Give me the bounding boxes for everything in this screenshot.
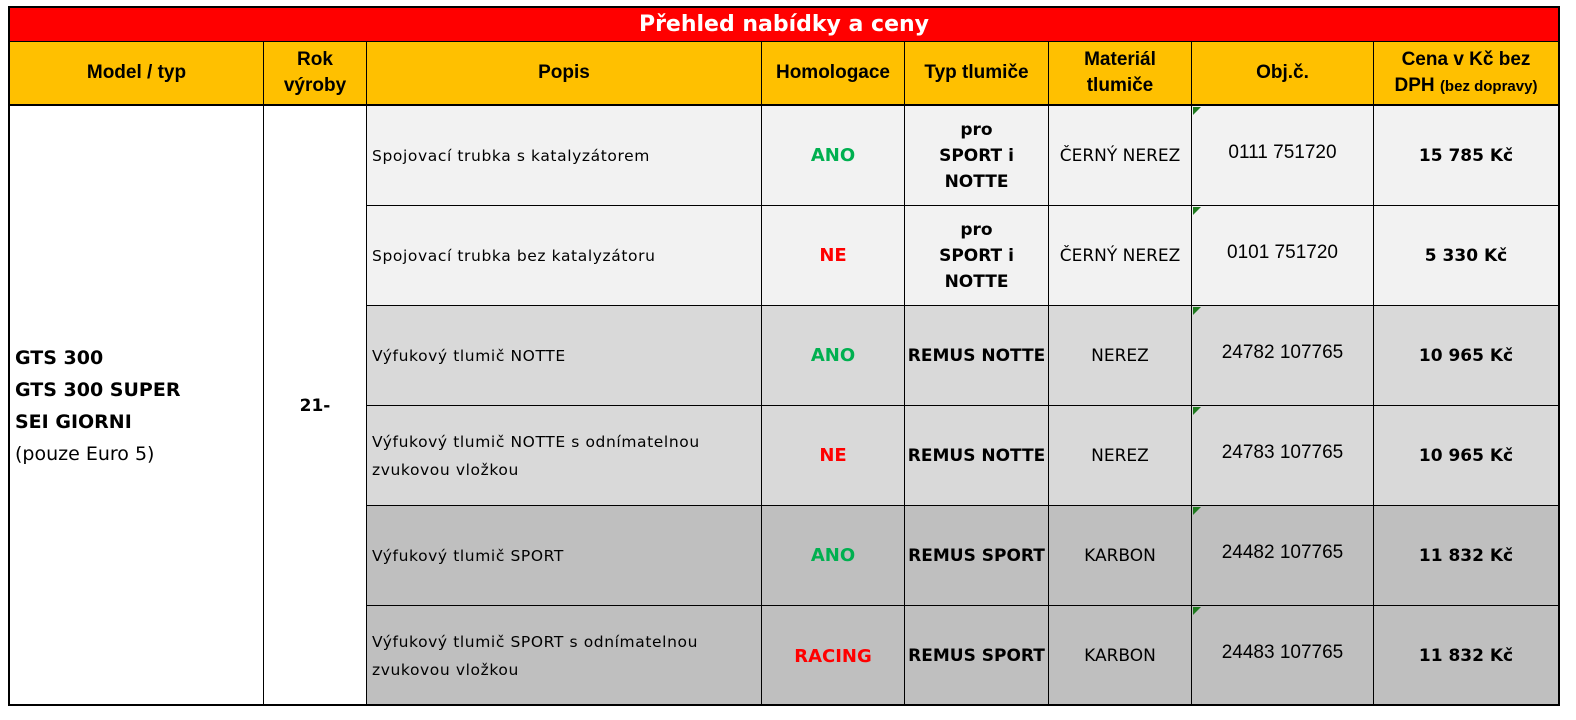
material-value: KARBON: [1084, 545, 1156, 566]
header-rok: [264, 42, 367, 106]
row-price: [1374, 106, 1558, 206]
header-material-line2: tlumiče: [1086, 75, 1154, 96]
typ-line1: REMUS NOTTE: [907, 445, 1046, 466]
row-obj: [1192, 206, 1374, 306]
row-homologace: [762, 206, 905, 306]
price-value: 5 330 Kč: [1424, 245, 1508, 266]
model-cell: [10, 106, 264, 706]
typ-line1: pro: [960, 119, 993, 140]
row-typ-tlumice: [905, 106, 1049, 206]
homologace-value: ANO: [810, 145, 856, 166]
typ-line2: SPORT i NOTTE: [939, 145, 1014, 192]
table-title: Přehled nabídky a ceny: [10, 8, 1558, 42]
row-material: [1049, 106, 1192, 206]
homologace-value: ANO: [810, 345, 856, 366]
homologace-value: NE: [819, 445, 847, 466]
description-line1: Spojovací trubka bez katalyzátoru: [372, 246, 656, 265]
price-value: 10 965 Kč: [1418, 345, 1514, 366]
header-rok-line2: výroby: [283, 75, 347, 96]
obj-value: 24783 107765: [1221, 441, 1344, 463]
model-line4: (pouze Euro 5): [15, 443, 155, 465]
model-line2: GTS 300 SUPER: [15, 379, 181, 401]
row-price: [1374, 406, 1558, 506]
header-typ-tlumice: [905, 42, 1049, 106]
homologace-value: NE: [819, 245, 847, 266]
price-value: 10 965 Kč: [1418, 445, 1514, 466]
row-typ-tlumice: [905, 306, 1049, 406]
header-model: [10, 42, 264, 106]
row-description: [367, 206, 762, 306]
row-description: [367, 606, 762, 706]
description-line1: Výfukový tlumič SPORT s odnímatelnou: [372, 633, 699, 651]
header-rok-line1: Rok: [297, 49, 333, 70]
row-typ-tlumice: [905, 206, 1049, 306]
year-cell: [264, 106, 367, 706]
header-obj: [1192, 42, 1374, 106]
homologace-value: RACING: [794, 645, 872, 667]
row-typ-tlumice: [905, 406, 1049, 506]
homologace-value: ANO: [810, 545, 856, 566]
price-table: [8, 6, 1560, 706]
description-line2: zvukovou vložkou: [372, 661, 519, 679]
row-obj: [1192, 306, 1374, 406]
header-model-label: Model / typ: [86, 62, 187, 83]
header-homologace-label: Homologace: [775, 62, 891, 83]
description-line1: Výfukový tlumič NOTTE s odnímatelnou: [372, 432, 700, 451]
obj-value: 0111 751720: [1228, 141, 1337, 163]
comment-indicator-icon: [1193, 207, 1201, 215]
comment-indicator-icon: [1193, 307, 1201, 315]
header-popis: [367, 42, 762, 106]
row-homologace: [762, 406, 905, 506]
header-cena-line1: Cena v Kč bez: [1401, 48, 1531, 70]
row-description: [367, 106, 762, 206]
obj-value: 24482 107765: [1221, 541, 1344, 563]
typ-line1: REMUS NOTTE: [907, 345, 1046, 366]
price-value: 11 832 Kč: [1418, 545, 1514, 566]
row-obj: [1192, 106, 1374, 206]
header-typ-label: Typ tlumiče: [924, 62, 1029, 83]
year-value: 21-: [299, 396, 331, 416]
model-line3: SEI GIORNI: [15, 411, 132, 433]
header-popis-label: Popis: [538, 62, 590, 83]
header-homologace: [762, 42, 905, 106]
header-material-line1: Materiál: [1084, 49, 1156, 70]
row-description: [367, 306, 762, 406]
row-material: [1049, 406, 1192, 506]
typ-line2: SPORT i NOTTE: [939, 245, 1014, 292]
row-obj: [1192, 406, 1374, 506]
row-material: [1049, 606, 1192, 706]
row-price: [1374, 506, 1558, 606]
row-obj: [1192, 506, 1374, 606]
row-typ-tlumice: [905, 506, 1049, 606]
row-material: [1049, 306, 1192, 406]
header-cena-line2b: (bez dopravy): [1439, 77, 1538, 95]
row-homologace: [762, 506, 905, 606]
description-line2: zvukovou vložkou: [372, 460, 519, 479]
row-homologace: [762, 306, 905, 406]
obj-value: 24782 107765: [1221, 341, 1344, 363]
comment-indicator-icon: [1193, 607, 1201, 615]
material-value: NEREZ: [1091, 345, 1149, 366]
row-description: [367, 506, 762, 606]
typ-line1: REMUS SPORT: [908, 545, 1045, 566]
row-price: [1374, 206, 1558, 306]
description-line1: Výfukový tlumič NOTTE: [372, 346, 566, 365]
typ-line1: REMUS SPORT: [908, 646, 1045, 666]
comment-indicator-icon: [1193, 407, 1201, 415]
row-homologace: [762, 606, 905, 706]
row-description: [367, 406, 762, 506]
header-cena-line2a: DPH: [1394, 74, 1440, 96]
material-value: NEREZ: [1091, 445, 1149, 466]
header-obj-label: Obj.č.: [1256, 62, 1309, 83]
material-value: KARBON: [1084, 646, 1156, 666]
typ-line1: pro: [960, 219, 993, 240]
row-homologace: [762, 106, 905, 206]
row-price: [1374, 306, 1558, 406]
row-material: [1049, 206, 1192, 306]
row-price: [1374, 606, 1558, 706]
header-cena: [1374, 42, 1558, 106]
comment-indicator-icon: [1193, 507, 1201, 515]
model-line1: GTS 300: [15, 347, 104, 369]
material-value: ČERNÝ NEREZ: [1059, 245, 1181, 266]
price-value: 15 785 Kč: [1418, 145, 1514, 166]
row-material: [1049, 506, 1192, 606]
row-obj: [1192, 606, 1374, 706]
material-value: ČERNÝ NEREZ: [1059, 145, 1181, 166]
comment-indicator-icon: [1193, 107, 1201, 115]
description-line1: Spojovací trubka s katalyzátorem: [372, 146, 650, 165]
obj-value: 24483 107765: [1221, 642, 1344, 663]
description-line1: Výfukový tlumič SPORT: [372, 546, 564, 565]
price-value: 11 832 Kč: [1418, 646, 1514, 666]
obj-value: 0101 751720: [1227, 241, 1338, 263]
header-material: [1049, 42, 1192, 106]
row-typ-tlumice: [905, 606, 1049, 706]
